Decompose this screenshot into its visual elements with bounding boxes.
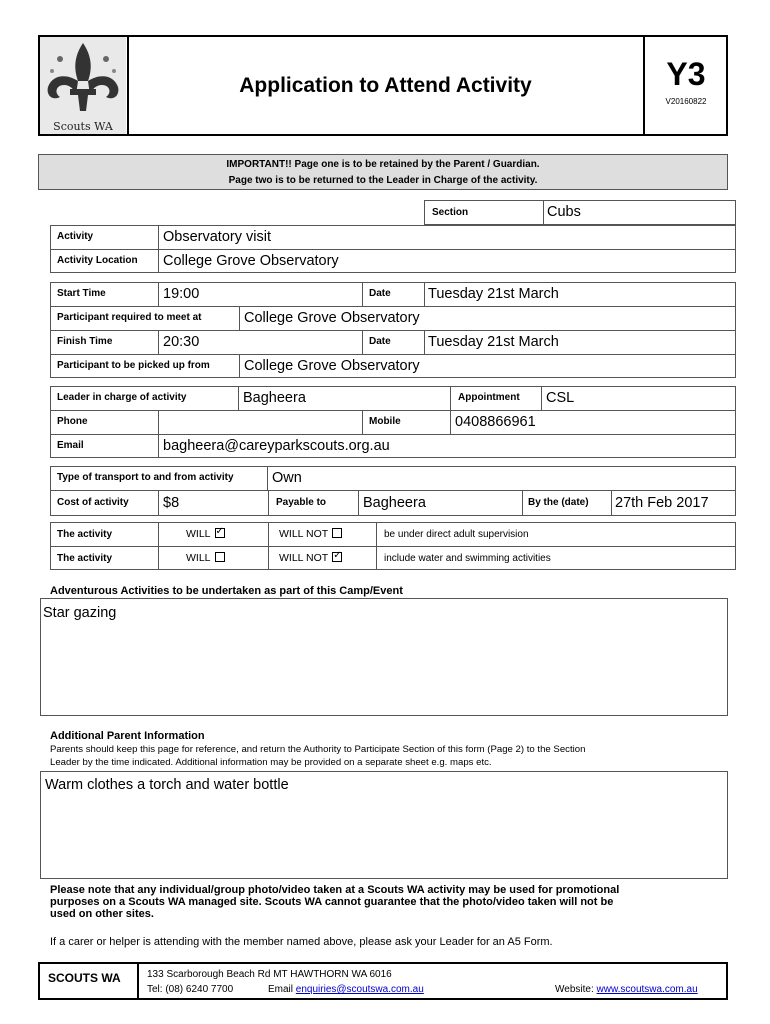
- start-date-field[interactable]: Tuesday 21st March: [428, 286, 559, 302]
- leader-field[interactable]: Bagheera: [243, 390, 306, 406]
- appointment-field[interactable]: CSL: [546, 390, 575, 406]
- scouts-logo: [40, 37, 126, 134]
- transport-field[interactable]: Own: [272, 470, 302, 486]
- photo-notice-line-2: purposes on a Scouts WA managed site. Scouts WA cannot guarantee that the photo/video taken will not be: [50, 896, 614, 908]
- footer-address: 133 Scarborough Beach Rd MT HAWTHORN WA 6016: [147, 969, 392, 980]
- activity-location-label: Activity Location: [57, 255, 138, 266]
- page-title: Application to Attend Activity: [239, 74, 532, 97]
- meet-at-field[interactable]: College Grove Observatory: [244, 310, 420, 326]
- fleur-de-lis-icon: [40, 37, 126, 117]
- water-text: include water and swimming activities: [384, 553, 551, 564]
- adventurous-field[interactable]: [40, 598, 728, 716]
- activity-field[interactable]: Observatory visit: [163, 229, 271, 245]
- footer-email-label: Email: [268, 984, 294, 995]
- footer-website-block: [555, 984, 698, 995]
- activity-label: Activity: [57, 231, 94, 242]
- activity-supervision-label: The activity: [57, 529, 113, 540]
- parent-info-line-1: Parents should keep this page for reference, and return the Authority to Participate Section of this form (Page 2) to the Section: [50, 744, 586, 755]
- form-code: Y3: [666, 56, 706, 92]
- pickup-label: Participant to be picked up from: [57, 360, 210, 371]
- supervision-willnot-option[interactable]: WILL NOT: [279, 528, 342, 540]
- cost-field[interactable]: $8: [163, 495, 180, 511]
- footer-website-link[interactable]: www.scoutswa.com.au: [596, 984, 698, 995]
- finish-time-label: Finish Time: [57, 336, 113, 347]
- form-version: V20160822: [665, 97, 707, 106]
- parent-info-heading: Additional Parent Information: [50, 730, 205, 742]
- pickup-field[interactable]: College Grove Observatory: [244, 358, 420, 374]
- notice-line-2: Page two is to be returned to the Leader in Charge of the activity.: [228, 175, 538, 186]
- transport-label: Type of transport to and from activity: [57, 472, 234, 483]
- water-willnot-option[interactable]: WILL NOT✓: [279, 552, 342, 564]
- supervision-willnot-checkbox[interactable]: [332, 528, 342, 538]
- phone-label: Phone: [57, 416, 88, 427]
- payable-field[interactable]: Bagheera: [363, 495, 426, 511]
- finish-date-label: Date: [369, 336, 391, 347]
- email-label: Email: [57, 440, 84, 451]
- start-date-label: Date: [369, 288, 391, 299]
- section-label: Section: [432, 207, 469, 218]
- mobile-field[interactable]: 0408866961: [455, 414, 536, 430]
- footer-email-block: [268, 984, 424, 995]
- section-field[interactable]: Cubs: [547, 204, 581, 220]
- logo-text: Scouts WA: [53, 120, 113, 133]
- footer-tel: Tel: (08) 6240 7700: [147, 984, 234, 995]
- finish-date-field[interactable]: Tuesday 21st March: [428, 334, 559, 350]
- start-time-label: Start Time: [57, 288, 106, 299]
- carer-notice: If a carer or helper is attending with the member named above, please ask your Leader for an A5 Form.: [50, 936, 553, 948]
- mobile-label: Mobile: [369, 416, 401, 427]
- cost-label: Cost of activity: [57, 497, 129, 508]
- finish-time-field[interactable]: 20:30: [163, 334, 200, 350]
- supervision-will-option[interactable]: WILL✓: [186, 528, 225, 540]
- start-time-field[interactable]: 19:00: [163, 286, 200, 302]
- activity-water-label: The activity: [57, 553, 113, 564]
- appointment-label: Appointment: [458, 392, 520, 403]
- photo-notice-line-1: Please note that any individual/group photo/video taken at a Scouts WA activity may be used for promotional: [50, 884, 620, 896]
- footer-org: SCOUTS WA: [48, 971, 121, 985]
- notice-line-1: IMPORTANT!! Page one is to be retained by the Parent / Guardian.: [226, 159, 540, 170]
- footer-website-label: Website:: [555, 984, 594, 995]
- water-willnot-checkbox[interactable]: [332, 552, 342, 562]
- activity-location-field[interactable]: College Grove Observatory: [163, 253, 339, 269]
- water-will-option[interactable]: WILL: [186, 552, 225, 564]
- email-field[interactable]: bagheera@careyparkscouts.org.au: [163, 438, 390, 454]
- meet-at-label: Participant required to meet at: [57, 312, 202, 323]
- by-date-field[interactable]: 27th Feb 2017: [615, 495, 709, 511]
- photo-notice-line-3: used on other sites.: [50, 908, 154, 920]
- supervision-will-checkbox[interactable]: [215, 528, 225, 538]
- adventurous-value: Star gazing: [43, 605, 117, 621]
- leader-label: Leader in charge of activity: [57, 392, 187, 403]
- footer-email-link[interactable]: enquiries@scoutswa.com.au: [295, 984, 424, 995]
- parent-info-line-2: Leader by the time indicated. Additional information may be provided on a separate sheet e.g. maps etc.: [50, 757, 492, 768]
- payable-label: Payable to: [276, 497, 327, 508]
- supervision-text: be under direct adult supervision: [384, 529, 529, 540]
- by-date-label: By the (date): [528, 497, 589, 508]
- parent-info-value: Warm clothes a torch and water bottle: [45, 777, 289, 793]
- water-will-checkbox[interactable]: [215, 552, 225, 562]
- adventurous-heading: Adventurous Activities to be undertaken as part of this Camp/Event: [50, 585, 403, 597]
